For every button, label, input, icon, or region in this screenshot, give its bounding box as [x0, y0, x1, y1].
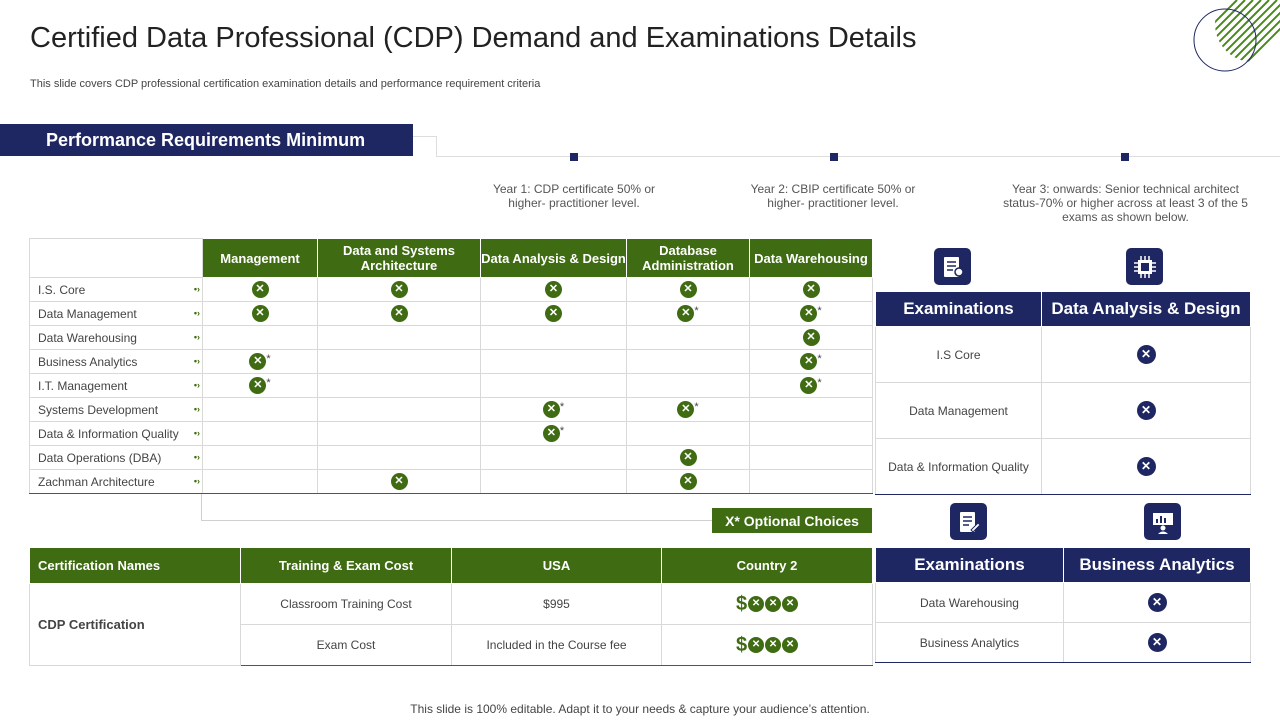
table-row: [30, 374, 873, 398]
check-icon: ✕: [391, 473, 408, 490]
exam-table-data-analysis: [875, 291, 1251, 495]
grid-row-label: [30, 446, 203, 470]
grid-row-label: [30, 302, 203, 326]
exam-header: Business Analytics: [1064, 548, 1251, 583]
cost-item: Classroom Training Cost: [241, 584, 452, 625]
exam-header: Examinations: [876, 292, 1042, 327]
grid-corner: [30, 239, 203, 278]
check-icon: ✕: [1137, 345, 1156, 364]
table-row: [876, 439, 1251, 495]
optional-mark: *: [266, 377, 271, 389]
check-icon: ✕: [391, 305, 408, 322]
check-icon: ✕: [677, 305, 694, 322]
checklist-icon: [934, 248, 971, 285]
check-icon: ✕: [765, 637, 781, 653]
grid-row-label-text: Data Operations (DBA): [38, 450, 162, 465]
table-row: [876, 583, 1251, 623]
grid-row-label: [30, 398, 203, 422]
grid-cell: [750, 326, 873, 350]
grid-cell: [481, 446, 627, 470]
grid-cell: [627, 374, 750, 398]
grid-row-label-text: I.S. Core: [38, 282, 86, 297]
grid-cell: [627, 422, 750, 446]
grid-header: Management: [203, 239, 318, 278]
grid-cell: [203, 278, 318, 302]
check-icon: ✕: [680, 473, 697, 490]
table-row: [30, 350, 873, 374]
grid-row-label: [30, 350, 203, 374]
grid-cell: [318, 374, 481, 398]
optional-mark: *: [817, 305, 822, 317]
table-row: [876, 383, 1251, 439]
grid-row-label: [30, 374, 203, 398]
grid-row-label: [30, 278, 203, 302]
table-row: [30, 398, 873, 422]
table-row: [30, 278, 873, 302]
grid-cell: [481, 398, 627, 422]
cost-country2: [662, 584, 873, 625]
check-icon: ✕: [680, 281, 697, 298]
check-icon: ✕: [543, 401, 560, 418]
cost-header: Training & Exam Cost: [241, 548, 452, 584]
grid-cell: [481, 470, 627, 494]
requirements-grid: [29, 238, 873, 494]
grid-cell: [481, 302, 627, 326]
optional-mark: *: [694, 305, 699, 317]
cost-header: USA: [452, 548, 662, 584]
check-icon: ✕: [1137, 401, 1156, 420]
certification-name: CDP Certification: [30, 584, 241, 666]
timeline-dot: [830, 153, 838, 161]
grid-cell: [318, 302, 481, 326]
grid-cell: [627, 446, 750, 470]
grid-cell: [318, 350, 481, 374]
optional-connector: [201, 494, 202, 521]
table-row: [30, 326, 873, 350]
arrow-icon: •›: [193, 404, 200, 414]
exam-name: I.S Core: [876, 327, 1042, 383]
check-icon: ✕: [249, 377, 266, 394]
optional-mark: *: [559, 425, 565, 437]
chip-icon: [1126, 248, 1163, 285]
grid-row-label-text: Business Analytics: [38, 354, 138, 369]
check-icon: ✕: [748, 637, 764, 653]
table-row: [876, 327, 1251, 383]
grid-row-label-text: Zachman Architecture: [38, 474, 155, 489]
grid-cell: [481, 374, 627, 398]
grid-cell: [750, 398, 873, 422]
exam-table-business-analytics: [875, 547, 1251, 663]
arrow-icon: •›: [193, 452, 200, 462]
grid-cell: [203, 326, 318, 350]
arrow-icon: •›: [193, 356, 200, 366]
check-icon: ✕: [748, 596, 764, 612]
analytics-person-icon: [1144, 503, 1181, 540]
optional-mark: *: [817, 353, 822, 365]
check-icon: ✕: [782, 637, 798, 653]
check-icon: ✕: [1148, 633, 1167, 652]
grid-cell: [481, 350, 627, 374]
grid-cell: [203, 446, 318, 470]
grid-cell: [750, 350, 873, 374]
arrow-icon: •›: [193, 380, 200, 390]
grid-cell: [318, 398, 481, 422]
optional-mark: *: [694, 401, 699, 413]
section-banner: Performance Requirements Minimum: [0, 124, 413, 156]
optional-mark: *: [817, 377, 822, 389]
timeline-line: [413, 136, 437, 137]
exam-name: Business Analytics: [876, 623, 1064, 663]
check-icon: ✕: [765, 596, 781, 612]
exam-name: Data & Information Quality: [876, 439, 1042, 495]
check-icon: ✕: [680, 449, 697, 466]
arrow-icon: •›: [193, 476, 200, 486]
timeline-line: [436, 156, 1280, 157]
grid-header: Data Warehousing: [750, 239, 873, 278]
exam-name: Data Management: [876, 383, 1042, 439]
grid-header: Database Administration: [627, 239, 750, 278]
check-icon: ✕: [782, 596, 798, 612]
check-icon: ✕: [391, 281, 408, 298]
year-2-text: Year 2: CBIP certificate 50% or higher- practitioner level.: [750, 182, 916, 210]
grid-cell: [203, 422, 318, 446]
grid-cell: [318, 446, 481, 470]
check-icon: ✕: [803, 329, 820, 346]
table-row: [30, 422, 873, 446]
timeline-line: [436, 136, 437, 156]
grid-cell: [627, 470, 750, 494]
dollar-icon: $: [735, 633, 748, 656]
grid-cell: [203, 374, 318, 398]
optional-connector: [201, 520, 712, 521]
grid-cell: [750, 446, 873, 470]
check-icon: ✕: [252, 305, 269, 322]
check-icon: ✕: [803, 281, 820, 298]
footer-note: This slide is 100% editable. Adapt it to your needs & capture your audience’s attention.: [410, 702, 870, 716]
check-icon: ✕: [1148, 593, 1167, 612]
grid-row-label: [30, 326, 203, 350]
grid-row-label-text: Systems Development: [38, 402, 159, 417]
grid-cell: [481, 278, 627, 302]
cost-table: [29, 547, 873, 666]
cost-usa: Included in the Course fee: [452, 625, 662, 666]
grid-row-label: [30, 422, 203, 446]
check-icon: ✕: [249, 353, 266, 370]
year-1-text: Year 1: CDP certificate 50% or higher- practitioner level.: [492, 182, 656, 210]
year-3-text: Year 3: onwards: Senior technical architect status-70% or higher across at least 3 of the 5 exams as shown below.: [1003, 182, 1248, 224]
table-row: [30, 584, 873, 625]
grid-cell: [750, 302, 873, 326]
grid-cell: [203, 302, 318, 326]
grid-cell: [627, 326, 750, 350]
arrow-icon: •›: [193, 332, 200, 342]
cost-header: Country 2: [662, 548, 873, 584]
check-icon: ✕: [545, 281, 562, 298]
grid-cell: [627, 278, 750, 302]
grid-cell: [627, 350, 750, 374]
check-icon: ✕: [800, 377, 817, 394]
decorative-circles: [1185, 0, 1280, 80]
grid-cell: [203, 470, 318, 494]
cost-country2: [662, 625, 873, 666]
grid-cell: [627, 398, 750, 422]
timeline-dot: [1121, 153, 1129, 161]
cost-item: Exam Cost: [241, 625, 452, 666]
grid-row-label-text: I.T. Management: [38, 378, 128, 393]
grid-cell: [750, 470, 873, 494]
exam-name: Data Warehousing: [876, 583, 1064, 623]
cost-header: Certification Names: [30, 548, 241, 584]
grid-cell: [203, 350, 318, 374]
exam-header: Data Analysis & Design: [1042, 292, 1251, 327]
grid-row-label-text: Data Warehousing: [38, 330, 137, 345]
page-title: Certified Data Professional (CDP) Demand and Examinations Details: [30, 22, 917, 54]
check-icon: ✕: [252, 281, 269, 298]
table-row: [30, 302, 873, 326]
grid-row-label: [30, 470, 203, 494]
optional-choices-label: X* Optional Choices: [712, 508, 872, 533]
grid-cell: [750, 374, 873, 398]
grid-cell: [750, 278, 873, 302]
grid-row-label-text: Data & Information Quality: [38, 426, 179, 441]
check-icon: ✕: [1137, 457, 1156, 476]
grid-header: Data and Systems Architecture: [318, 239, 481, 278]
grid-cell: [750, 422, 873, 446]
arrow-icon: •›: [193, 308, 200, 318]
grid-cell: [318, 326, 481, 350]
grid-cell: [318, 278, 481, 302]
grid-cell: [318, 422, 481, 446]
checklist-icon: [950, 503, 987, 540]
page-subtitle: This slide covers CDP professional certification examination details and performance requirement criteria: [30, 78, 541, 90]
grid-cell: [481, 326, 627, 350]
table-row: [30, 470, 873, 494]
timeline-dot: [570, 153, 578, 161]
table-row: [876, 623, 1251, 663]
exam-header: Examinations: [876, 548, 1064, 583]
check-icon: ✕: [677, 401, 694, 418]
grid-row-label-text: Data Management: [38, 306, 137, 321]
table-row: [30, 446, 873, 470]
check-icon: ✕: [543, 425, 560, 442]
cost-usa: $995: [452, 584, 662, 625]
grid-header: Data Analysis & Design: [481, 239, 627, 278]
check-icon: ✕: [545, 305, 562, 322]
grid-cell: [481, 422, 627, 446]
grid-cell: [627, 302, 750, 326]
optional-mark: *: [266, 353, 271, 365]
dollar-icon: $: [735, 592, 748, 615]
optional-mark: *: [559, 401, 565, 413]
grid-cell: [203, 398, 318, 422]
arrow-icon: •›: [193, 428, 200, 438]
check-icon: ✕: [800, 305, 817, 322]
check-icon: ✕: [800, 353, 817, 370]
arrow-icon: •›: [193, 284, 200, 294]
grid-cell: [318, 470, 481, 494]
